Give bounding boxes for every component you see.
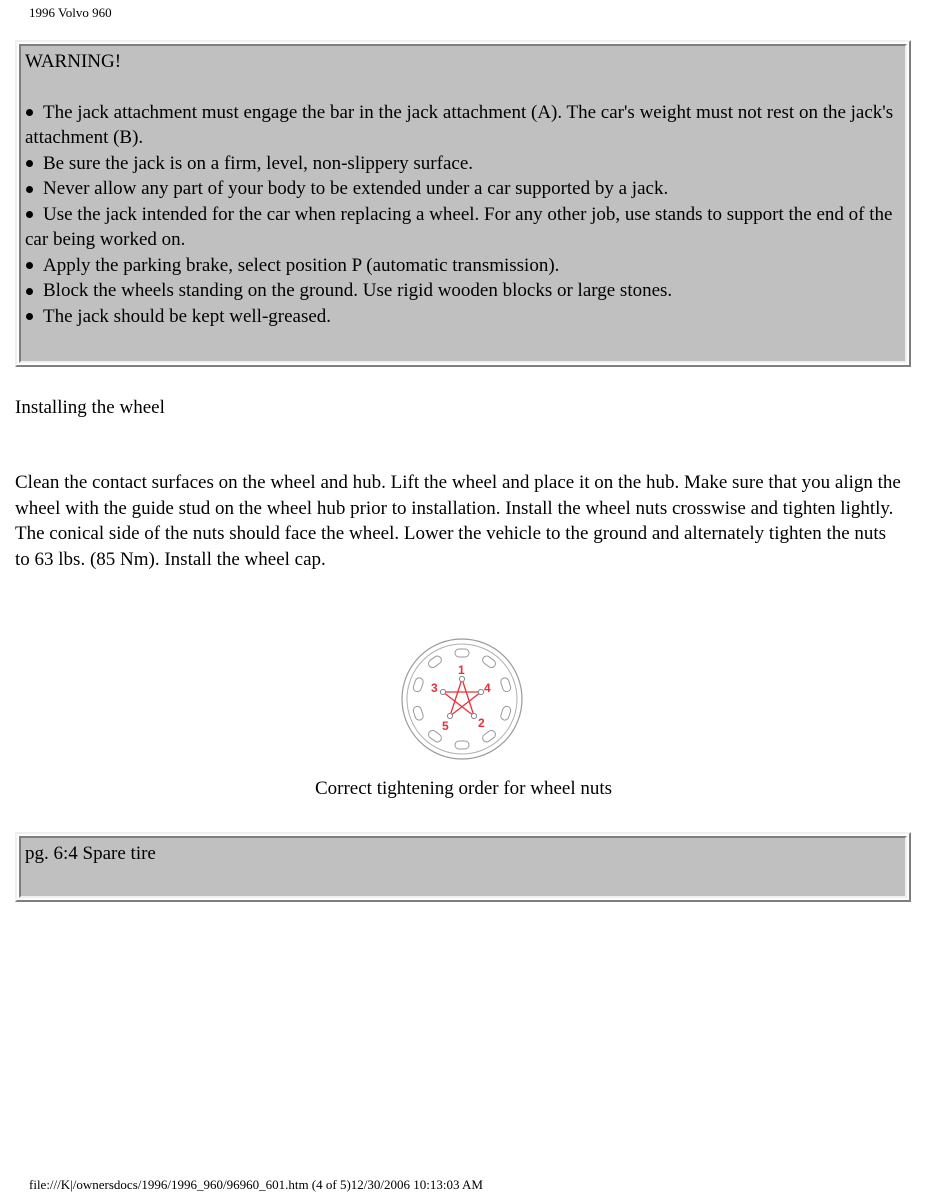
nut-label-5: 5 [442,719,449,733]
bullet-icon [26,211,33,218]
warning-box [15,40,911,367]
warning-item-text: Block the wheels standing on the ground. Use rigid wooden blocks or large stones. [43,280,673,301]
warning-list-item [25,253,901,279]
warning-list-item [25,151,901,177]
bullet-icon [26,160,33,167]
warning-list-item [25,176,901,202]
warning-item-text: Never allow any part of your body to be extended under a car supported by a jack. [43,178,669,199]
document-header-title: 1996 Volvo 960 [29,5,112,20]
warning-list-item [25,278,901,304]
bullet-icon [26,262,33,269]
warning-list-item [25,100,901,151]
warning-item-text: Use the jack intended for the car when replacing a wheel. For any other job, use stands to support the end of the car being worked on. [25,203,893,250]
page-reference-box-inner [19,836,907,898]
page-reference-box [15,832,911,902]
wheel-nut-diagram [400,637,525,762]
warning-item-text: Be sure the jack is on a firm, level, non-slippery surface. [43,152,473,174]
nut-label-1: 1 [458,663,465,677]
page-reference-label: pg. 6:4 Spare tire [25,843,156,864]
warning-list [25,100,901,330]
bullet-icon [26,313,33,320]
bullet-icon [26,186,33,193]
warning-item-text: The jack should be kept well-greased. [43,305,332,327]
section-body-text: Clean the contact surfaces on the wheel and hub. Lift the wheel and place it on the hub. Make sure that you align the wheel with the guide stud on the wheel hub prior to installation. Install the wheel nuts crosswise and tighten lightly. The conical side of the nuts should face the wheel. Lower the vehicle to the ground and alternately tighten the nuts to 63 lbs. (85 Nm). Install the wheel cap. [15,472,901,570]
bullet-icon [26,109,33,116]
warning-box-inner [19,44,907,363]
wheel-nuts [440,676,483,718]
warning-list-item [25,202,901,253]
nut-label-3: 3 [431,681,438,695]
figure-caption: Correct tightening order for wheel nuts [314,778,613,799]
nut-label-2: 2 [478,716,485,730]
footer-file-url: file:///K|/ownersdocs/1996/1996_960/96960_601.htm (4 of 5)12/30/2006 10:13:03 AM [29,1177,483,1192]
nut-label-4: 4 [484,681,491,695]
bullet-icon [26,288,33,295]
warning-title: WARNING! [25,51,122,72]
nut-order-labels [431,663,491,733]
warning-list-item [25,304,901,330]
section-heading: Installing the wheel [15,397,165,418]
tightening-star-lines [443,679,481,716]
warning-item-text: The jack attachment must engage the bar in the jack attachment (A). The car's weight must not rest on the jack's attachment (B). [25,101,894,148]
warning-item-text: Apply the parking brake, select position P (automatic transmission). [43,254,560,276]
wheel-inner-rim [407,644,517,754]
